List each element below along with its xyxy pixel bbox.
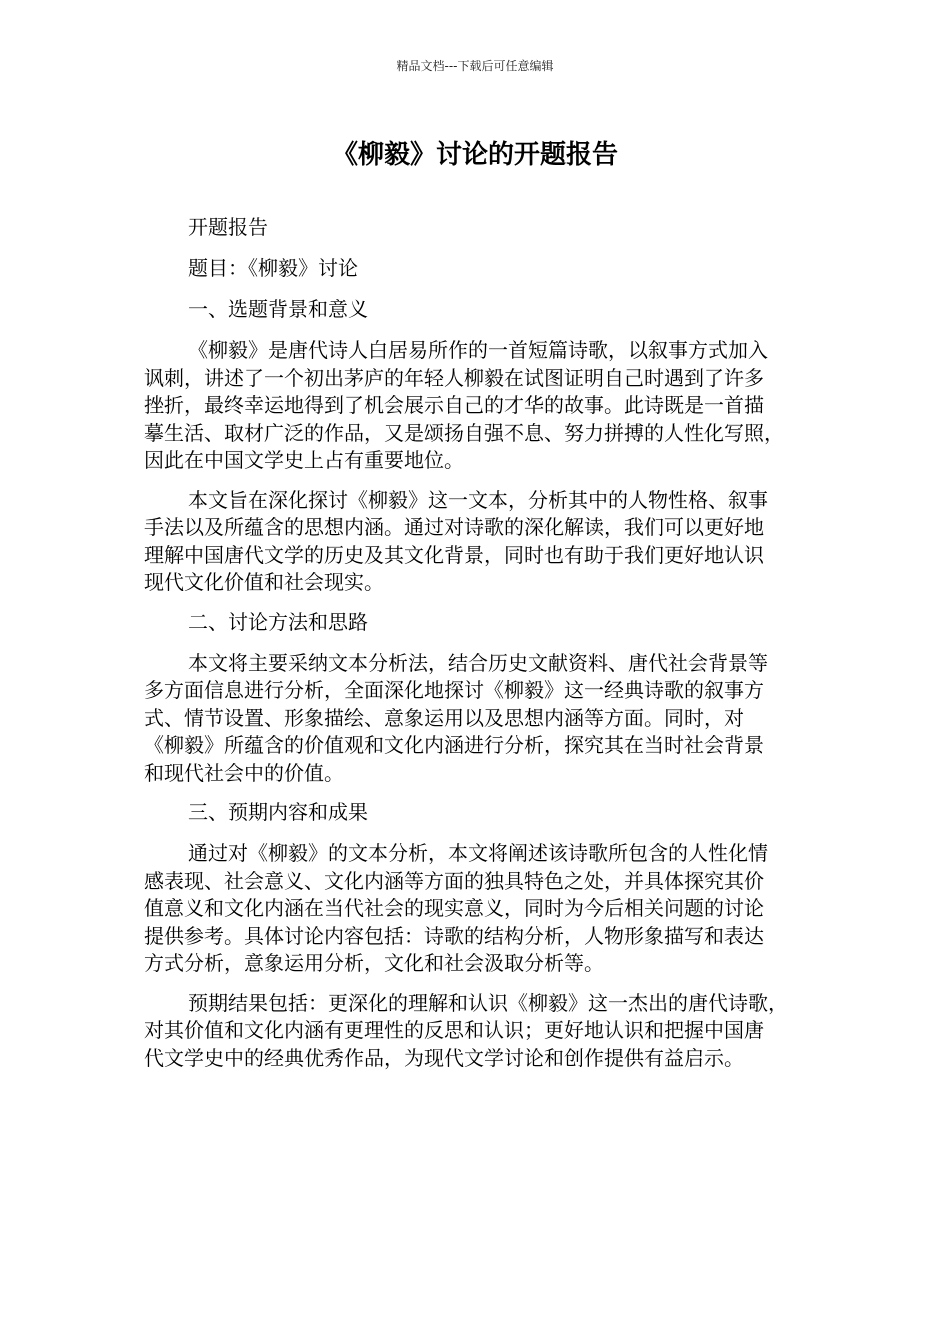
section-heading-3: 三、预期内容和成果 bbox=[188, 800, 368, 824]
paragraph-line: 多方面信息进行分析，全面深化地探讨《柳毅》这一经典诗歌的叙事方 bbox=[144, 678, 764, 702]
document-body bbox=[144, 214, 792, 1084]
section-heading-1: 一、选题背景和意义 bbox=[188, 297, 368, 321]
paragraph-line: 值意义和文化内涵在当代社会的现实意义，同时为今后相关问题的讨论 bbox=[144, 896, 764, 920]
paragraph-line: 方式分析，意象运用分析，文化和社会汲取分析等。 bbox=[144, 951, 604, 975]
section1-paragraph-1 bbox=[144, 337, 792, 475]
paragraph-line: 式、情节设置、形象描绘、意象运用以及思想内涵等方面。同时，对 bbox=[144, 705, 744, 730]
section3-paragraph-1 bbox=[144, 840, 792, 978]
paragraph-line: 本文将主要采纳文本分析法，结合历史文献资料、唐代社会背景等 bbox=[188, 650, 768, 675]
paragraph-line: 现代文化价值和社会现实。 bbox=[144, 570, 384, 594]
paragraph-line: 和现代社会中的价值。 bbox=[144, 760, 344, 785]
paragraph-line: 《柳毅》所蕴含的价值观和文化内涵进行分析，探究其在当时社会背景 bbox=[144, 733, 764, 757]
paragraph-line: 理解中国唐代文学的历史及其文化背景，同时也有助于我们更好地认识 bbox=[144, 542, 764, 567]
section3-paragraph-2 bbox=[144, 990, 792, 1073]
header-note: 精品文档---下载后可任意编辑 bbox=[396, 59, 554, 73]
paragraph-line: 挫折，最终幸运地得到了机会展示自己的才华的故事。此诗既是一首描 bbox=[144, 393, 764, 417]
paragraph-line: 通过对《柳毅》的文本分析，本文将阐述该诗歌所包含的人性化情 bbox=[188, 841, 768, 865]
paragraph-line: 讽刺，讲述了一个初出茅庐的年轻人柳毅在试图证明自己时遇到了许多 bbox=[144, 365, 764, 390]
paragraph-line: 感表现、社会意义、文化内涵等方面的独具特色之处，并具体探究其价 bbox=[144, 868, 764, 893]
section2-paragraph-1 bbox=[144, 650, 792, 788]
paragraph-line: 《柳毅》是唐代诗人白居易所作的一首短篇诗歌，以叙事方式加入 bbox=[188, 338, 768, 362]
paragraph-line: 对其价值和文化内涵有更理性的反思和认识；更好地认识和把握中国唐 bbox=[144, 1018, 764, 1042]
section1-paragraph-2 bbox=[144, 487, 792, 597]
report-label: 开题报告 bbox=[188, 215, 268, 239]
paragraph-line: 预期结果包括：更深化的理解和认识《柳毅》这一杰出的唐代诗歌， bbox=[188, 990, 788, 1015]
paragraph-line: 提供参考。具体讨论内容包括：诗歌的结构分析，人物形象描写和表达 bbox=[144, 923, 764, 948]
section-heading-2: 二、讨论方法和思路 bbox=[188, 609, 368, 634]
paragraph-line: 因此在中国文学史上占有重要地位。 bbox=[144, 448, 464, 472]
paragraph-line: 摹生活、取材广泛的作品，又是颂扬自强不息、努力拼搏的人性化写照， bbox=[144, 420, 784, 445]
document-title: 《柳毅》讨论的开题报告 bbox=[331, 140, 618, 170]
topic-label: 题目：《柳毅》讨论 bbox=[188, 256, 358, 280]
paragraph-line: 本文旨在深化探讨《柳毅》这一文本，分析其中的人物性格、叙事 bbox=[188, 487, 768, 512]
paragraph-line: 手法以及所蕴含的思想内涵。通过对诗歌的深化解读，我们可以更好地 bbox=[144, 515, 764, 539]
paragraph-line: 代文学史中的经典优秀作品，为现代文学讨论和创作提供有益启示。 bbox=[144, 1045, 744, 1070]
